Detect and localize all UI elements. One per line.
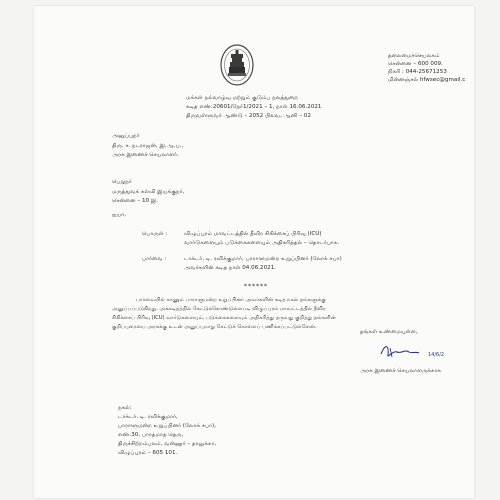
body-line-1: பார்வையில் காணும் பாராளுமன்ற உறுப்பினர் அவர்களின் கடித நகல் தங்களுக்கு: [136, 297, 326, 303]
subject-line-2: வார்டுகளையும் படுக்கைகளையும் அதிகரித்தல் – தொடர்பாக.: [184, 240, 340, 246]
to-city: சென்னை – 10 இ.: [112, 198, 159, 204]
department-name: மக்கள் நல்வாழ்வு மற்றும் குடும்ப நலத்துறை: [186, 95, 299, 101]
signature-date: 14/6/2: [428, 352, 445, 358]
header-city: சென்னை – 600 009.: [388, 61, 443, 67]
copy-line-3: எண்.30, பாரதமாத தெரு,: [118, 432, 184, 438]
letter-number: கடித எண்:20601/நேர்1/2021 – 1, நாள் 16.06.2021: [186, 104, 322, 110]
header-fax: நிகரி : 044-25671253: [388, 69, 447, 75]
government-emblem-seal: [220, 44, 254, 86]
copy-label: நகல்:: [118, 405, 132, 411]
copy-line-4: திருச்சிற்றம்பலம், வன்னூர் – தாலுக்கா,: [118, 441, 217, 447]
subject-label: பொருள் :: [142, 231, 168, 237]
to-label: பெறுநர்: [112, 179, 132, 185]
reference-label: பார்வை :: [142, 256, 167, 262]
header-email: மின்னஞ்சல் hfwsec@gmail.c: [388, 77, 466, 83]
copy-line-5: விழுப்புரம் – 605 101.: [118, 450, 178, 456]
separator-stars: ******: [244, 283, 268, 290]
to-name: மருத்துவக் கல்வி இயக்குநர்,: [112, 189, 185, 195]
copy-line-1: டாக்டர். டி. ரவிக்குமார்,: [118, 414, 178, 420]
reference-line-2: அவர்களின் கடித நாள் 04.06.2021.: [184, 265, 277, 271]
from-designation: அரசு இணைச் செயலாளர்.: [112, 152, 179, 158]
from-name: திரு. ச. நடராஜன், இ.ஆ.ப.,: [112, 143, 184, 149]
copy-line-2: பாராளுமன்ற உறுப்பினர் (லோக் சபா),: [118, 423, 216, 429]
reference-line-1: டாக்டர். டி. ரவிக்குமார், பாராளுமன்ற உறுப்பினர் (லோக் சபா): [184, 256, 342, 262]
closing-designation: அரசு இணைச் செயலாளருக்காக: [360, 368, 441, 374]
from-label: அனுப்புநர்: [112, 133, 140, 139]
subject-line-1: விழுப்புரம் மாவட்டத்தில் தீவிர சிகிச்சைப் பிரிவு (ICU): [184, 231, 322, 237]
body-line-4: குறிப்புரையை அரசுக்கு உடன் அனுப்புமாறு கேட்டுக் கொள்ளப் பணிக்கப்பட்டுள்ளேன்.: [112, 324, 317, 330]
salutation: ஐயா,: [112, 212, 126, 218]
tamil-date: திருவள்ளுவர் ஆண்டு – 2052 பிலவ, ஆனி – 02: [186, 113, 311, 119]
body-line-2: அனுப்பப்படுகிறது. அக்கடிதத்தில் கேட்டுக்கொண்டுள்ளபடி விழுப்புரம் மாவட்டத்தில் தீவிர: [112, 306, 326, 312]
closing-yours: தங்கள் உண்மையுள்ள,: [360, 329, 418, 335]
body-line-3: சிகிச்சைப் பிரிவு (ICU) வார்டுகளையும், படுக்கைகளையும் அதிகரித்து தருவது குறித்து தங்களின்: [112, 315, 336, 321]
header-secretariat: தலைமைச்செயலகம்: [388, 53, 440, 59]
